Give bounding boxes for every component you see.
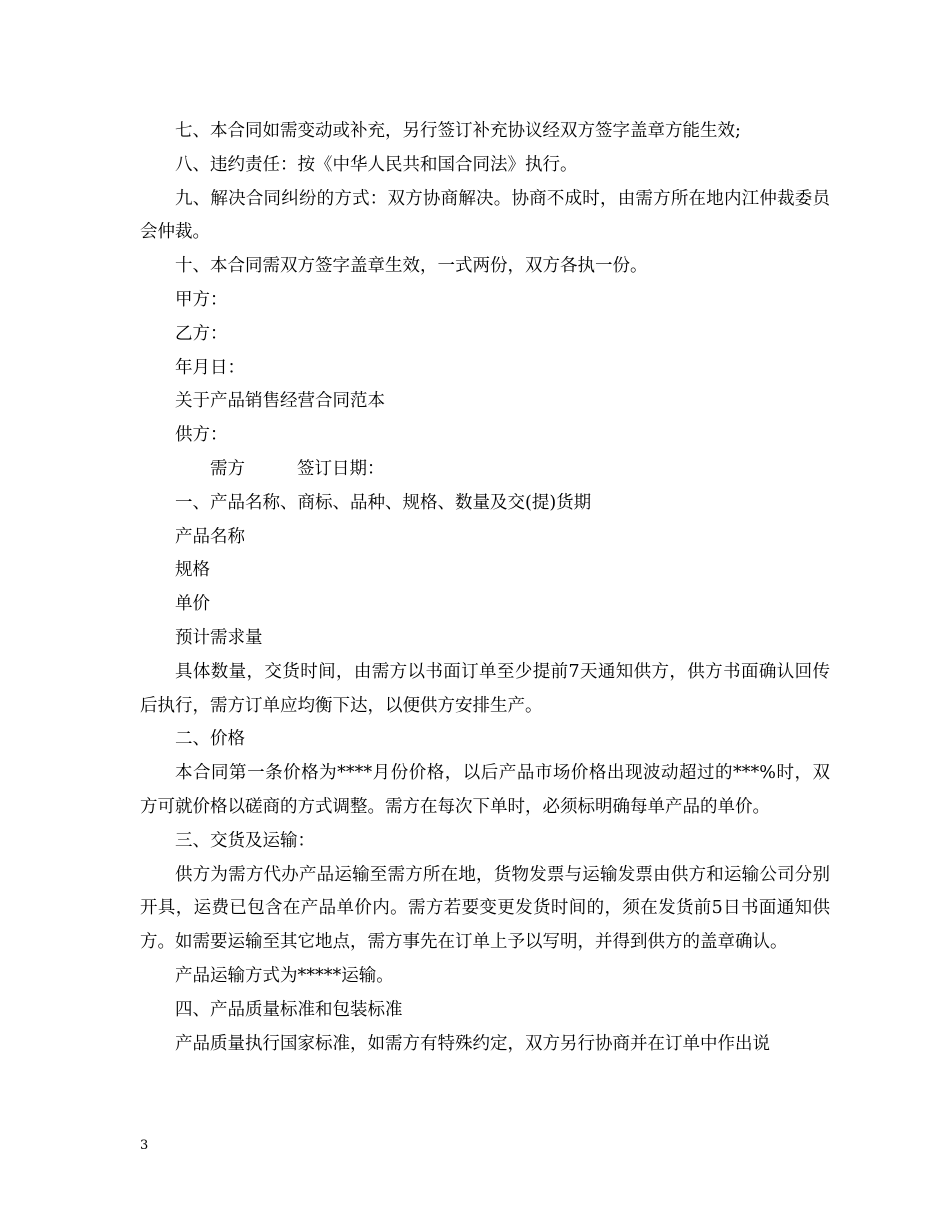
price-paragraph: 本合同第一条价格为****月份价格，以后产品市场价格出现波动超过的***%时，双方可就价格以磋商的方式调整。需方在每次下单时，必须标明确每单产品的单价。 bbox=[140, 763, 830, 817]
buyer-label: 需方 bbox=[210, 458, 245, 479]
supplier-label: 供方： bbox=[175, 425, 228, 446]
clause-ten: 十、本合同需双方签字盖章生效，一式两份，双方各执一份。 bbox=[175, 256, 648, 277]
section-four-heading: 四、产品质量标准和包装标准 bbox=[175, 999, 403, 1020]
section-two-heading: 二、价格 bbox=[175, 729, 245, 750]
section-one-heading: 一、产品名称、商标、品种、规格、数量及交(提)货期 bbox=[175, 492, 592, 513]
clause-seven: 七、本合同如需变动或补充，另行签订补充协议经双方签字盖章方能生效; bbox=[175, 121, 741, 141]
product-name-label: 产品名称 bbox=[175, 526, 245, 547]
transport-paragraph: 供方为需方代办产品运输至需方所在地，货物发票与运输发票由供方和运输公司分别开具，运费已包含在产品单价内。需方若要变更发货时间的，须在发货前5日书面通知供方。如需要运输至其它地点，需方事先在订单上予以写明，并得到供方的盖章确认。 bbox=[140, 864, 830, 953]
section-three-heading: 三、交货及运输： bbox=[175, 830, 315, 851]
date-label: 年月日： bbox=[175, 357, 245, 378]
page-number: 3 bbox=[140, 1138, 149, 1153]
signing-date-label: 签订日期： bbox=[297, 458, 385, 479]
clause-nine: 九、解决合同纠纷的方式：双方协商解决。协商不成时，由需方所在地内江仲裁委员会仲裁。 bbox=[140, 188, 830, 243]
document-body bbox=[140, 115, 830, 1061]
estimated-demand-label: 预计需求量 bbox=[175, 627, 263, 648]
buyer-and-signing-date bbox=[140, 453, 830, 487]
unit-price-label: 单价 bbox=[175, 594, 210, 615]
transport-method-paragraph: 产品运输方式为*****运输。 bbox=[175, 965, 394, 986]
contract-title: 关于产品销售经营合同范本 bbox=[175, 391, 385, 412]
party-a-label: 甲方： bbox=[175, 289, 228, 310]
quantity-delivery-paragraph: 具体数量，交货时间，由需方以书面订单至少提前7天通知供方，供方书面确认回传后执行，需方订单应均衡下达，以便供方安排生产。 bbox=[140, 661, 830, 716]
specification-label: 规格 bbox=[175, 560, 210, 581]
quality-standard-paragraph: 产品质量执行国家标准，如需方有特殊约定，双方另行协商并在订单中作出说 bbox=[175, 1033, 770, 1054]
clause-eight: 八、违约责任：按《中华人民共和国合同法》执行。 bbox=[175, 154, 578, 175]
party-b-label: 乙方： bbox=[175, 323, 228, 344]
